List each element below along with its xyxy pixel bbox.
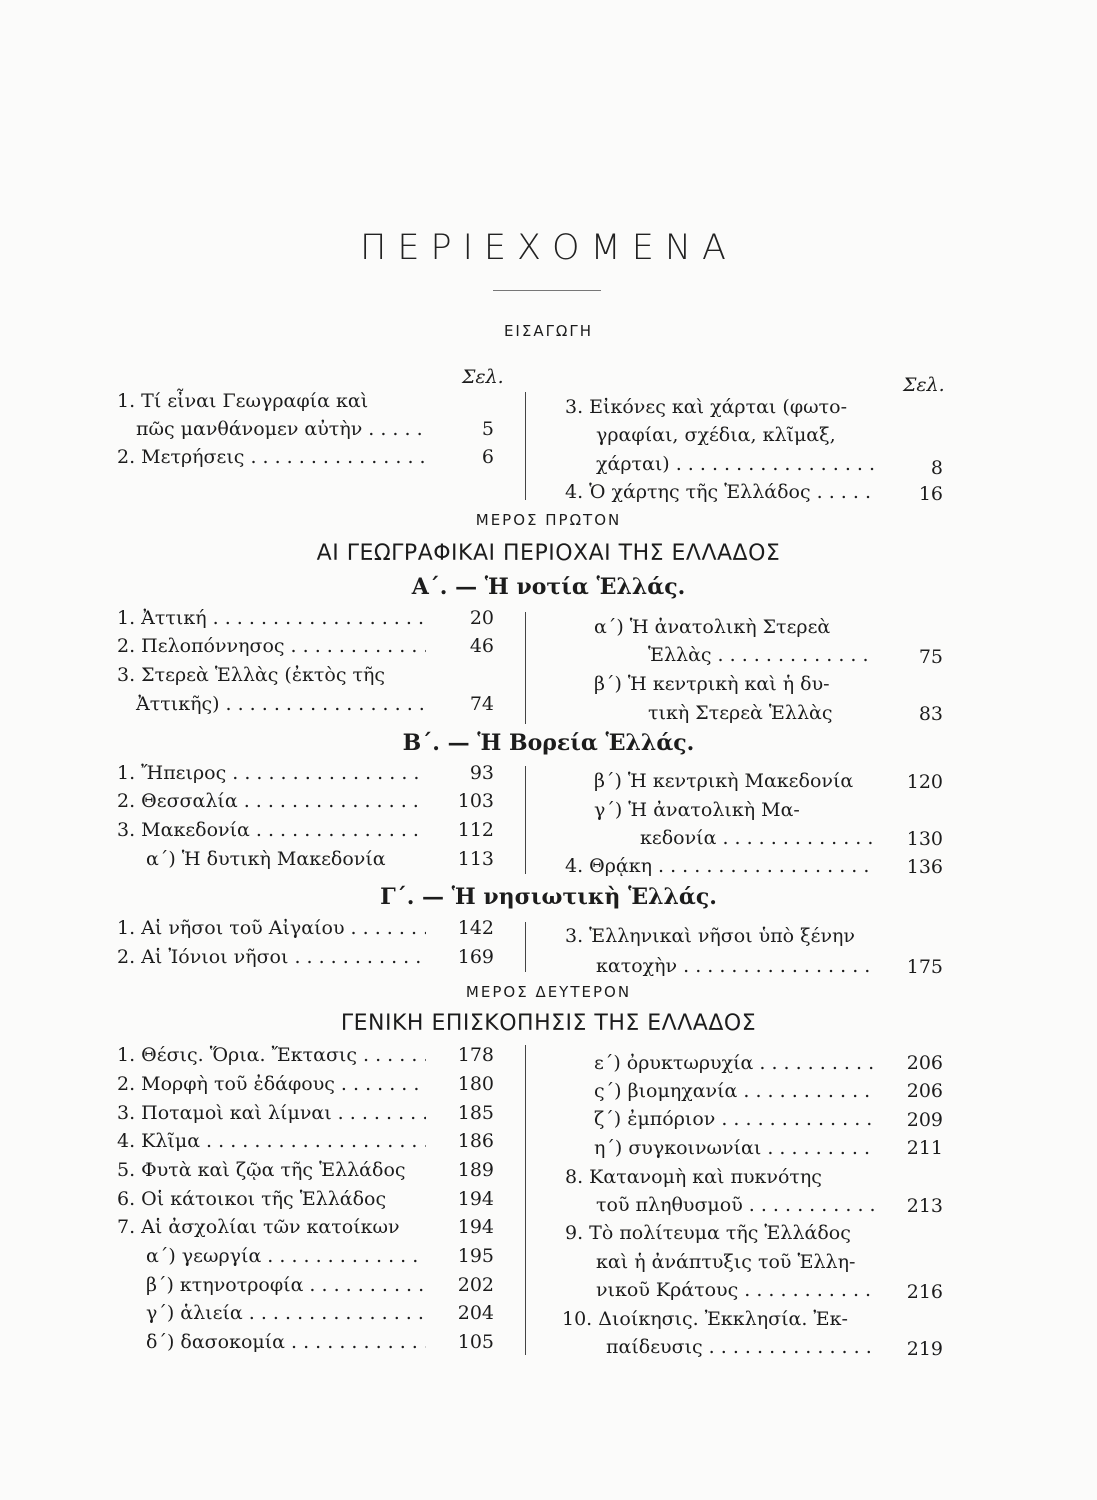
toc-entry-text: β΄) Ἡ κεντρικὴ Μακεδονία bbox=[594, 770, 854, 792]
toc-entry-text: 9. Τὸ πολίτευμα τῆς Ἑλλάδος bbox=[565, 1222, 851, 1244]
toc-page-number: 213 bbox=[906, 1195, 943, 1217]
toc-page-number: 130 bbox=[906, 828, 943, 850]
toc-entry bbox=[648, 644, 876, 666]
toc-entry-text: 1. Θέσις. Ὅρια. Ἔκτασις bbox=[117, 1044, 358, 1066]
toc-page-number: 189 bbox=[457, 1159, 494, 1181]
toc-entry-text: γραφίαι, σχέδια, κλῖμαξ, bbox=[596, 424, 836, 446]
toc-entry-text: 2. Μετρήσεις bbox=[117, 446, 245, 468]
toc-entry bbox=[117, 946, 426, 968]
part-one-label: ΜΕΡΟΣ ΠΡΩΤΟΝ bbox=[475, 511, 622, 529]
toc-entry-text: 2. Πελοπόννησος bbox=[117, 635, 285, 657]
toc-page-number: 202 bbox=[457, 1274, 494, 1296]
toc-entry-text: παίδευσις bbox=[606, 1336, 703, 1358]
toc-page-number: 93 bbox=[469, 762, 494, 784]
toc-page-number: 120 bbox=[906, 771, 943, 793]
column-divider bbox=[525, 612, 526, 724]
toc-entry-text: 10. Διοίκησις. Ἐκκλησία. Ἐκ- bbox=[562, 1308, 848, 1330]
toc-entry-text: νικοῦ Κράτους bbox=[596, 1279, 739, 1301]
toc-page-number: 103 bbox=[457, 790, 494, 812]
toc-entry bbox=[565, 481, 876, 503]
toc-entry-text: 5. Φυτὰ καὶ ζῷα τῆς Ἑλλάδος bbox=[117, 1159, 406, 1181]
toc-entry bbox=[606, 1336, 876, 1358]
toc-entry-text: 3. Μακεδονία bbox=[117, 819, 250, 841]
toc-entry bbox=[596, 453, 876, 475]
toc-entry-text: γ΄) Ἡ ἀνατολικὴ Μα- bbox=[594, 799, 800, 821]
toc-entry-text: β΄) κτηνοτροφία bbox=[146, 1274, 304, 1296]
toc-entry bbox=[136, 693, 426, 715]
toc-entry bbox=[596, 955, 876, 977]
toc-page-number: 6 bbox=[481, 446, 494, 468]
toc-page-number: 83 bbox=[918, 703, 943, 725]
toc-entry-text: Ἀττικῆς) bbox=[136, 693, 220, 715]
toc-page-number: 209 bbox=[906, 1109, 943, 1131]
toc-entry-text: α΄) Ἡ δυτικὴ Μακεδονία bbox=[146, 848, 386, 870]
toc-page-number: 105 bbox=[457, 1331, 494, 1353]
toc-page-number: 206 bbox=[906, 1080, 943, 1102]
toc-entry bbox=[117, 1073, 426, 1095]
toc-entry bbox=[146, 1245, 426, 1267]
section-a-heading: Α΄. — Ἡ νοτία Ἑλλάς. bbox=[411, 574, 686, 600]
part-two-label: ΜΕΡΟΣ ΔΕΥΤΕΡΟΝ bbox=[465, 983, 632, 1001]
toc-entry-text: 8. Κατανομὴ καὶ πυκνότης bbox=[565, 1166, 822, 1188]
toc-page-number: 113 bbox=[457, 848, 494, 870]
toc-entry bbox=[117, 446, 426, 468]
toc-entry-text: ε΄) ὀρυκτωρυχία bbox=[594, 1052, 754, 1074]
toc-page-number: 211 bbox=[906, 1137, 943, 1159]
toc-entry-text: 2. Θεσσαλία bbox=[117, 790, 238, 812]
toc-page-number: 178 bbox=[457, 1044, 494, 1066]
toc-page-number: 204 bbox=[457, 1302, 494, 1324]
toc-entry-text: 4. Κλῖμα bbox=[117, 1130, 201, 1152]
title-divider bbox=[493, 290, 601, 291]
toc-entry bbox=[146, 1274, 426, 1296]
toc-page-number: 194 bbox=[457, 1188, 494, 1210]
toc-entry-text: ς΄) βιομηχανία bbox=[594, 1080, 738, 1102]
toc-entry bbox=[117, 607, 426, 629]
toc-entry bbox=[596, 1279, 876, 1301]
toc-entry-text: κεδονία bbox=[640, 827, 717, 849]
toc-entry bbox=[117, 1102, 426, 1124]
toc-entry-text: δ΄) δασοκομία bbox=[146, 1331, 286, 1353]
section-c-heading: Γ΄. — Ἡ νησιωτικὴ Ἑλλάς. bbox=[380, 884, 717, 910]
toc-page-number: 180 bbox=[457, 1073, 494, 1095]
toc-page-number: 195 bbox=[457, 1245, 494, 1267]
toc-entry-text: 3. Εἰκόνες καὶ χάρται (φωτο- bbox=[565, 396, 847, 418]
column-divider bbox=[525, 766, 526, 874]
toc-entry bbox=[117, 917, 426, 939]
toc-entry-text: 1. Ἀττική bbox=[117, 607, 207, 629]
toc-entry-text: 2. Μορφὴ τοῦ ἐδάφους bbox=[117, 1073, 335, 1095]
toc-entry-text: τοῦ πληθυσμοῦ bbox=[596, 1194, 743, 1216]
toc-entry-text: α΄) Ἡ ἀνατολικὴ Στερεὰ bbox=[594, 616, 831, 638]
toc-page-number: 112 bbox=[457, 819, 494, 841]
toc-page-number: 142 bbox=[457, 917, 494, 939]
toc-entry bbox=[146, 1302, 426, 1324]
toc-entry-text: 3. Στερεὰ Ἑλλὰς (ἐκτὸς τῆς bbox=[117, 664, 386, 686]
toc-entry bbox=[117, 762, 426, 784]
toc-entry-text: τικὴ Στερεὰ Ἑλλὰς bbox=[648, 702, 833, 724]
toc-page-number: 194 bbox=[457, 1216, 494, 1238]
page-column-label-left: Σελ. bbox=[462, 366, 504, 388]
column-divider bbox=[525, 922, 526, 972]
toc-entry-text: 3. Ἑλληνικαὶ νῆσοι ὑπὸ ξένην bbox=[565, 925, 855, 947]
toc-entry bbox=[117, 635, 426, 657]
toc-page-number: 74 bbox=[469, 693, 494, 715]
toc-page-number: 186 bbox=[457, 1130, 494, 1152]
toc-entry bbox=[117, 790, 426, 812]
intro-heading: ΕΙΣΑΓΩΓΗ bbox=[503, 322, 594, 340]
toc-page-number: 16 bbox=[918, 483, 943, 505]
toc-page-number: 206 bbox=[906, 1052, 943, 1074]
toc-entry-text: Ἑλλὰς bbox=[648, 644, 712, 666]
toc-entry bbox=[594, 1137, 876, 1159]
toc-entry-text: 1. Αἱ νῆσοι τοῦ Αἰγαίου bbox=[117, 917, 345, 939]
page-title: ΠΕΡΙΕΧΟΜΕΝΑ bbox=[360, 228, 737, 268]
toc-page-number: 8 bbox=[930, 457, 943, 479]
toc-entry bbox=[136, 418, 426, 440]
toc-entry-text: πῶς μανθάνομεν αὐτὴν bbox=[136, 418, 363, 440]
toc-entry bbox=[594, 1052, 876, 1074]
toc-entry-text: 1. Τί εἶναι Γεωγραφία καὶ bbox=[117, 390, 369, 412]
toc-page-number: 75 bbox=[918, 646, 943, 668]
section-b-heading: Β΄. — Ἡ Βορεία Ἑλλάς. bbox=[402, 730, 695, 756]
toc-page-number: 5 bbox=[481, 418, 494, 440]
toc-page-number: 216 bbox=[906, 1281, 943, 1303]
toc-page-number: 185 bbox=[457, 1102, 494, 1124]
column-divider bbox=[525, 392, 526, 500]
toc-entry-text: α΄) γεωργία bbox=[146, 1245, 262, 1267]
toc-entry bbox=[596, 1194, 876, 1216]
toc-page-number: 169 bbox=[457, 946, 494, 968]
toc-entry bbox=[565, 855, 876, 877]
toc-page-number: 219 bbox=[906, 1338, 943, 1360]
toc-entry-text: καὶ ἡ ἀνάπτυξις τοῦ Ἑλλη- bbox=[596, 1251, 856, 1273]
column-divider bbox=[525, 1045, 526, 1355]
page-column-label-right: Σελ. bbox=[903, 374, 945, 396]
toc-entry-text: η΄) συγκοινωνίαι bbox=[594, 1137, 762, 1159]
toc-entry-text: 6. Οἱ κάτοικοι τῆς Ἑλλάδος bbox=[117, 1188, 387, 1210]
toc-page-number: 136 bbox=[906, 856, 943, 878]
toc-entry-text: 7. Αἱ ἀσχολίαι τῶν κατοίκων bbox=[117, 1216, 400, 1238]
toc-entry bbox=[594, 1108, 876, 1130]
toc-entry-text: γ΄) ἁλιεία bbox=[146, 1302, 243, 1324]
toc-entry-text: 1. Ἤπειρος bbox=[117, 762, 227, 784]
toc-entry-text: 4. Ὁ χάρτης τῆς Ἑλλάδος bbox=[565, 481, 811, 503]
toc-entry-text: χάρται) bbox=[596, 453, 670, 475]
toc-entry-text: 4. Θρᾴκη bbox=[565, 855, 653, 877]
part-two-title: ΓΕΝΙΚΗ ΕΠΙΣΚΟΠΗΣΙΣ ΤΗΣ ΕΛΛΑΔΟΣ bbox=[340, 1011, 757, 1036]
toc-entry-text: κατοχὴν bbox=[596, 955, 678, 977]
toc-entry-text: ζ΄) ἐμπόριον bbox=[594, 1108, 716, 1130]
toc-entry bbox=[640, 827, 876, 849]
toc-page-number: 20 bbox=[469, 607, 494, 629]
toc-page-number: 175 bbox=[906, 956, 943, 978]
toc-entry bbox=[146, 1331, 426, 1353]
toc-page-number: 46 bbox=[469, 635, 494, 657]
toc-entry bbox=[117, 1130, 426, 1152]
toc-entry bbox=[594, 1080, 876, 1102]
toc-entry-text: 3. Ποταμοὶ καὶ λίμναι bbox=[117, 1102, 332, 1124]
toc-entry-text: β΄) Ἡ κεντρικὴ καὶ ἡ δυ- bbox=[594, 673, 830, 695]
part-one-title: ΑΙ ΓΕΩΓΡΑΦΙΚΑΙ ΠΕΡΙΟΧΑΙ ΤΗΣ ΕΛΛΑΔΟΣ bbox=[316, 541, 781, 566]
toc-entry bbox=[117, 1044, 426, 1066]
toc-entry bbox=[117, 819, 426, 841]
toc-entry-text: 2. Αἱ Ἰόνιοι νῆσοι bbox=[117, 946, 289, 968]
